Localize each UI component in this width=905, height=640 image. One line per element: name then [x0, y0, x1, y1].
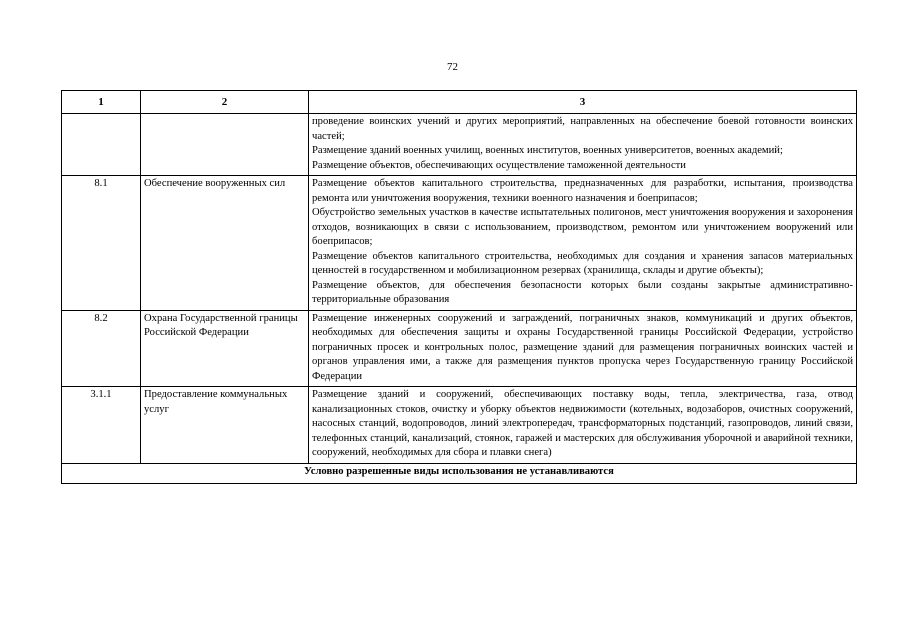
row-code: 3.1.1 — [62, 387, 141, 464]
table-row — [62, 387, 857, 464]
row-description — [309, 114, 857, 176]
row-name: Предоставление коммунальных услуг — [141, 387, 309, 464]
description-paragraph: Размещение объектов, для обеспечения безопасности которых были созданы закрытые административно-территориальные образования — [312, 279, 853, 305]
column-header-name: 2 — [141, 91, 309, 114]
table-row — [62, 114, 857, 176]
row-code: 8.1 — [62, 176, 141, 311]
row-code: 8.2 — [62, 310, 141, 387]
table-footer-note: Условно разрешенные виды использования не устанавливаются — [62, 463, 857, 483]
page-number: 72 — [447, 61, 458, 73]
description-paragraph: Размещение объектов капитального строительства, необходимых для создания и хранения запасов материальных ценностей в государственном и мобилизационном резервах (хранилища, склады и другие объекты); — [312, 250, 853, 276]
column-header-code: 1 — [62, 91, 141, 114]
description-paragraph: Размещение инженерных сооружений и заграждений, пограничных знаков, коммуникаций и других объектов, необходимых для обеспечения защиты и охраны Государственной границы Российской Федерации, устройство пограничных просек и контрольных полос, размещение зданий для размещения пограничных воинских частей и органов управления ими, а также для размещения пунктов пропуска через Государственную границу Российской Федерации — [312, 312, 853, 382]
row-description — [309, 176, 857, 311]
column-header-description: 3 — [309, 91, 857, 114]
table-row — [62, 310, 857, 387]
description-paragraph: Размещение зданий военных училищ, военных институтов, военных университетов, военных академий; — [312, 145, 783, 156]
row-name — [141, 114, 309, 176]
description-paragraph: Размещение объектов капитального строительства, предназначенных для разработки, испытания, производства ремонта или уничтожения вооружения, техники военного назначения и боеприпасов; — [312, 178, 853, 204]
description-paragraph: проведение воинских учений и других мероприятий, направленных на обеспечение боевой готовности воинских частей; — [312, 116, 853, 142]
land-use-table — [61, 90, 857, 484]
table-header-row — [62, 91, 857, 114]
description-paragraph: Размещение объектов, обеспечивающих осуществление таможенной деятельности — [312, 159, 686, 171]
table-row — [62, 176, 857, 311]
row-code — [62, 114, 141, 176]
description-paragraph: Размещение зданий и сооружений, обеспечивающих поставку воды, тепла, электричества, газа, отвод канализационных стоков, очистку и уборку объектов недвижимости (котельных, водозаборов, очистных сооружений, насосных станций, водопроводов, линий электропередач, трансформаторных подстанций, газопроводов, линий связи, телефонных станций, канализаций, стоянок, гаражей и мастерских для обслуживания уборочной и аварийной техники, сооружений, необходимых для сбора и плавки снега) — [312, 389, 853, 458]
description-paragraph: Обустройство земельных участков в качестве испытательных полигонов, мест уничтожения вооружения и захоронения отходов, возникающих в связи с использованием, производством, ремонтом или уничтожением вооружений или боеприпасов; — [312, 207, 853, 247]
row-name: Обеспечение вооруженных сил — [141, 176, 309, 311]
table-footer-row — [62, 463, 857, 483]
row-description — [309, 310, 857, 387]
row-description — [309, 387, 857, 464]
row-name: Охрана Государственной границы Российской Федерации — [141, 310, 309, 387]
